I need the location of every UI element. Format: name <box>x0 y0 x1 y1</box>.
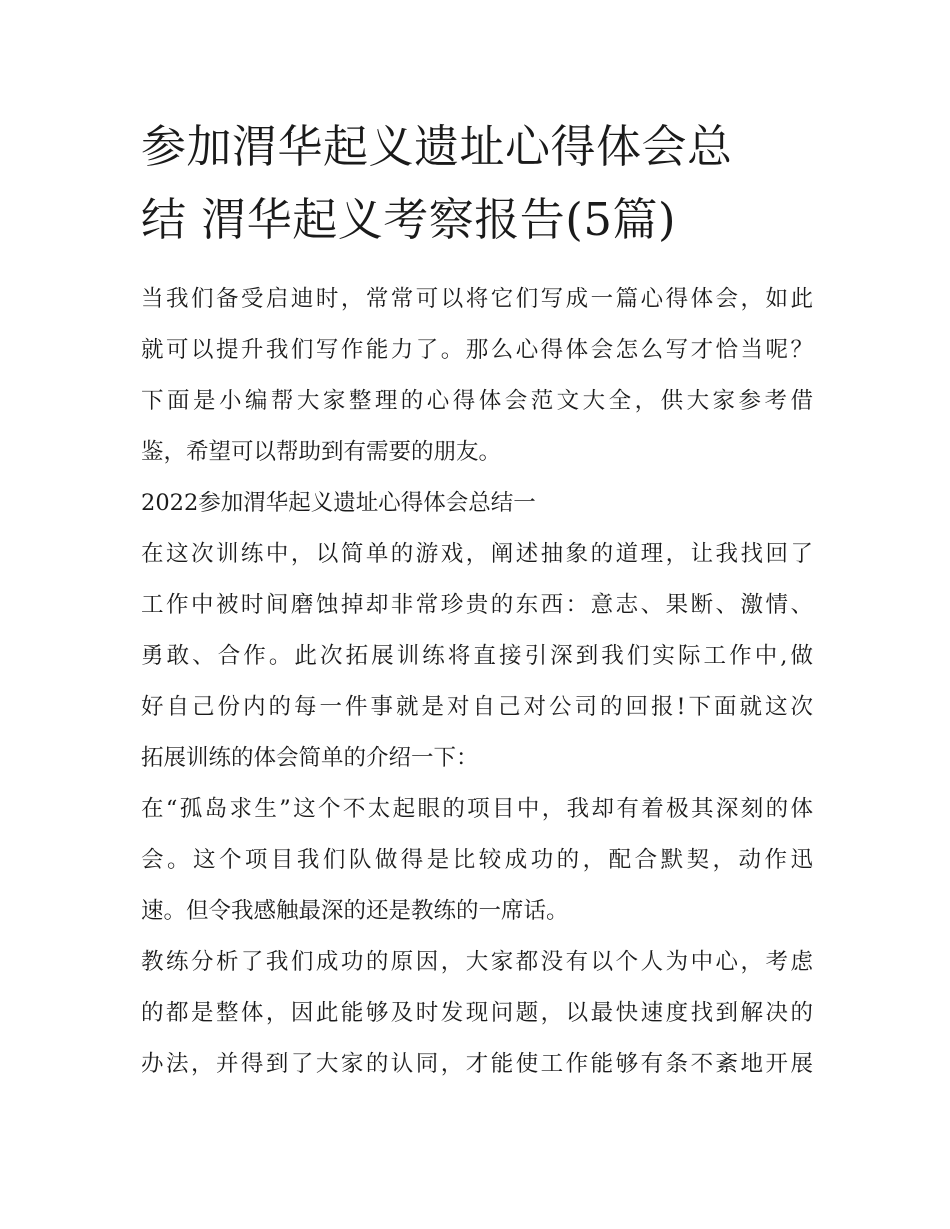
paragraph-line: 的都是整体，因此能够及时发现问题，以最快速度找到解决的 <box>141 1000 813 1026</box>
paragraph-line: 办法，并得到了大家的认同，才能使工作能够有条不紊地开展 <box>141 1051 813 1077</box>
document-body <box>141 274 813 1090</box>
paragraph-island <box>141 784 813 937</box>
paragraph-training <box>141 529 813 784</box>
paragraph-coach <box>141 937 813 1090</box>
title-line-1: 参加渭华起义遗址心得体会总 <box>141 120 733 173</box>
paragraph-line: 工作中被时间磨蚀掉却非常珍贵的东西：意志、果断、激情、 <box>141 592 813 618</box>
paragraph-line: 在这次训练中，以简单的游戏，阐述抽象的道理，让我找回了 <box>141 541 813 567</box>
paragraph-line: 教练分析了我们成功的原因，大家都没有以个人为中心，考虑 <box>141 949 813 975</box>
paragraph-line: 拓展训练的体会简单的介绍一下： <box>141 745 479 771</box>
paragraph-line: 下面是小编帮大家整理的心得体会范文大全，供大家参考借 <box>141 388 813 414</box>
paragraph-line: 速。但令我感触最深的还是教练的一席话。 <box>141 898 569 924</box>
paragraph-intro <box>141 274 813 478</box>
paragraph-line: 鉴，希望可以帮助到有需要的朋友。 <box>141 439 502 465</box>
paragraph-line: 会。这个项目我们队做得是比较成功的，配合默契，动作迅 <box>141 847 813 873</box>
section-heading-text: 2022参加渭华起义遗址心得体会总结一 <box>141 490 536 516</box>
document-title <box>141 110 813 256</box>
document-content <box>141 110 813 1090</box>
section-heading <box>141 478 813 529</box>
paragraph-line: 好自己份内的每一件事就是对自己对公司的回报!下面就这次 <box>141 694 813 720</box>
paragraph-line: 当我们备受启迪时，常常可以将它们写成一篇心得体会，如此 <box>141 286 813 312</box>
paragraph-line: 就可以提升我们写作能力了。那么心得体会怎么写才恰当呢？ <box>141 337 813 363</box>
paragraph-line: 勇敢、合作。此次拓展训练将直接引深到我们实际工作中,做 <box>141 643 813 669</box>
title-line-2: 结 渭华起义考察报告(5篇) <box>141 193 677 246</box>
paragraph-line: 在“孤岛求生”这个不太起眼的项目中，我却有着极其深刻的体 <box>141 796 813 822</box>
